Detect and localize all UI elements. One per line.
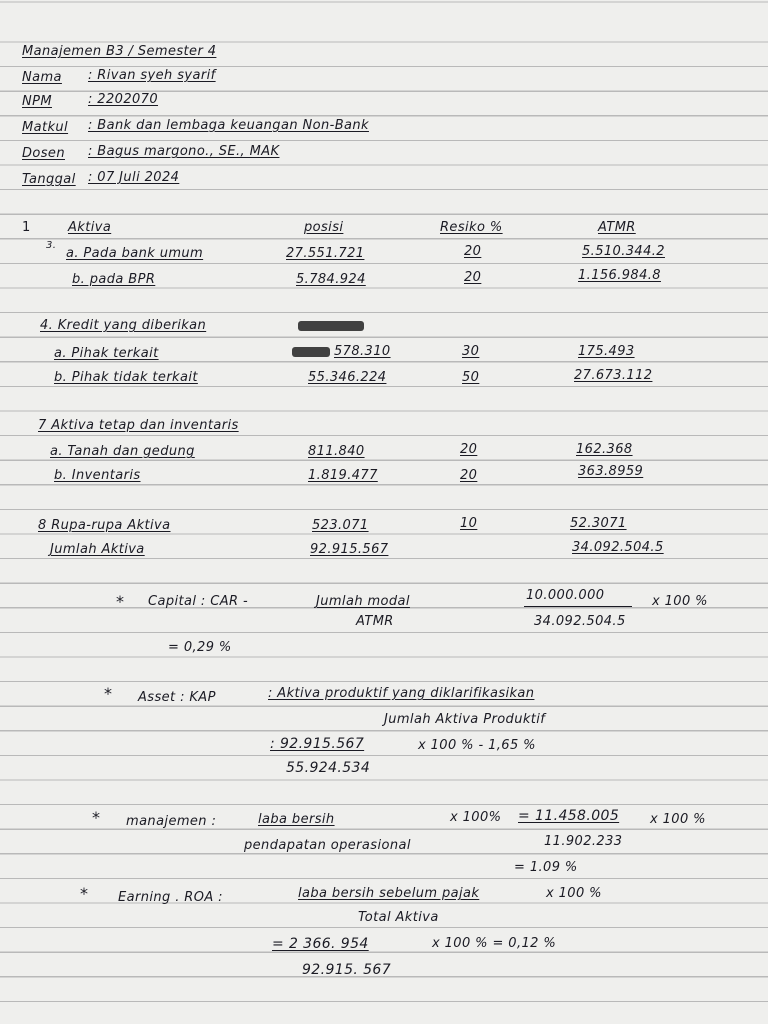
row-resiko: 20 — [460, 468, 478, 483]
row-posisi: 578.310 — [334, 344, 391, 359]
header-atmr: ATMR — [598, 220, 636, 235]
crossed-out-scribble — [292, 347, 330, 357]
row-posisi: 811.840 — [308, 444, 365, 459]
row-label: 8 Rupa-rupa Aktiva — [38, 518, 171, 533]
matkul-value: : Bank dan lembaga keuangan Non-Bank — [88, 118, 369, 133]
manajemen-times-2: x 100 % — [650, 812, 706, 827]
earning-num-value: = 2 366. 954 — [272, 936, 369, 952]
row-atmr: 162.368 — [576, 442, 633, 457]
npm-label: NPM — [22, 94, 52, 109]
capital-times: x 100 % — [652, 594, 708, 609]
dosen-label: Dosen — [22, 146, 65, 161]
asset-den-value: 55.924.534 — [286, 760, 371, 776]
header-aktiva: Aktiva — [68, 220, 112, 235]
bullet-star: * — [80, 884, 89, 903]
row-atmr: 27.673.112 — [574, 368, 653, 383]
row-resiko: 20 — [460, 442, 478, 457]
asset-den-label: Jumlah Aktiva Produktif — [384, 712, 546, 727]
header-posisi: posisi — [304, 220, 344, 235]
tanggal-label: Tanggal — [22, 172, 76, 187]
row-posisi: 55.346.224 — [308, 370, 387, 385]
row-posisi: 1.819.477 — [308, 468, 378, 483]
matkul-label: Matkul — [22, 120, 69, 135]
row-atmr: 52.3071 — [570, 516, 627, 531]
earning-den-value: 92.915. 567 — [302, 962, 392, 978]
row-label: a. Pada bank umum — [66, 246, 204, 261]
jumlah-aktiva-label: Jumlah Aktiva — [50, 542, 145, 557]
row-label: b. Inventaris — [54, 468, 141, 483]
jumlah-aktiva-posisi: 92.915.567 — [310, 542, 389, 557]
row-label: a. Pihak terkait — [54, 346, 159, 361]
section-4-title: 4. Kredit yang diberikan — [40, 318, 207, 333]
manajemen-den-label: pendapatan operasional — [244, 838, 411, 853]
course-line: Manajemen B3 / Semester 4 — [22, 44, 217, 59]
earning-label: Earning . ROA : — [118, 890, 223, 905]
header-resiko: Resiko % — [440, 220, 503, 235]
capital-den-value: 34.092.504.5 — [534, 614, 626, 629]
jumlah-aktiva-atmr: 34.092.504.5 — [572, 540, 664, 555]
manajemen-label: manajemen : — [126, 814, 217, 829]
row-resiko: 20 — [464, 270, 482, 285]
manajemen-result: = 1.09 % — [514, 860, 578, 875]
nama-label: Nama — [22, 70, 62, 85]
row-atmr: 363.8959 — [578, 464, 644, 479]
capital-result: = 0,29 % — [168, 640, 232, 655]
row-label: a. Tanah dan gedung — [50, 444, 195, 459]
bullet-star: * — [104, 684, 113, 703]
row-label: b. pada BPR — [72, 272, 156, 287]
asset-label: Asset : KAP — [138, 690, 216, 705]
earning-times: x 100 % — [546, 886, 602, 901]
row-posisi: 27.551.721 — [286, 246, 365, 261]
asset-num-value: : 92.915.567 — [270, 736, 365, 752]
row-resiko: 50 — [462, 370, 480, 385]
manajemen-num-value: = 11.458.005 — [518, 808, 620, 824]
nama-value: : Rivan syeh syarif — [88, 68, 216, 83]
row-label: b. Pihak tidak terkait — [54, 370, 198, 385]
manajemen-times: x 100% — [450, 810, 502, 825]
row-resiko: 10 — [460, 516, 478, 531]
bullet-star: * — [116, 592, 125, 611]
row-atmr: 1.156.984.8 — [578, 268, 661, 283]
section-number: 1 — [22, 220, 31, 235]
row-posisi: 523.071 — [312, 518, 369, 533]
manajemen-den-value: 11.902.233 — [544, 834, 623, 849]
asset-result: x 100 % - 1,65 % — [418, 738, 536, 753]
row-atmr: 5.510.344.2 — [582, 244, 665, 259]
row-resiko: 30 — [462, 344, 480, 359]
row-posisi: 5.784.924 — [296, 272, 366, 287]
section-3-number: 3. — [46, 240, 57, 251]
capital-num-value: 10.000.000 — [526, 588, 605, 603]
capital-num-label: Jumlah modal — [316, 594, 410, 609]
section-7-title: 7 Aktiva tetap dan inventaris — [38, 418, 239, 433]
earning-num-label: laba bersih sebelum pajak — [298, 886, 480, 901]
manajemen-num-label: laba bersih — [258, 812, 335, 827]
tanggal-value: : 07 Juli 2024 — [88, 170, 180, 185]
dosen-value: : Bagus margono., SE., MAK — [88, 144, 280, 159]
asset-num-label: : Aktiva produktif yang diklarifikasikan — [268, 686, 535, 701]
capital-den-label: ATMR — [356, 614, 394, 629]
earning-result: x 100 % = 0,12 % — [432, 936, 557, 951]
row-atmr: 175.493 — [578, 344, 635, 359]
npm-value: : 2202070 — [88, 92, 159, 107]
capital-label: Capital : CAR - — [148, 594, 249, 609]
crossed-out-scribble — [298, 321, 364, 331]
fraction-bar — [524, 606, 632, 607]
row-resiko: 20 — [464, 244, 482, 259]
earning-den-label: Total Aktiva — [358, 910, 439, 925]
bullet-star: * — [92, 808, 101, 827]
